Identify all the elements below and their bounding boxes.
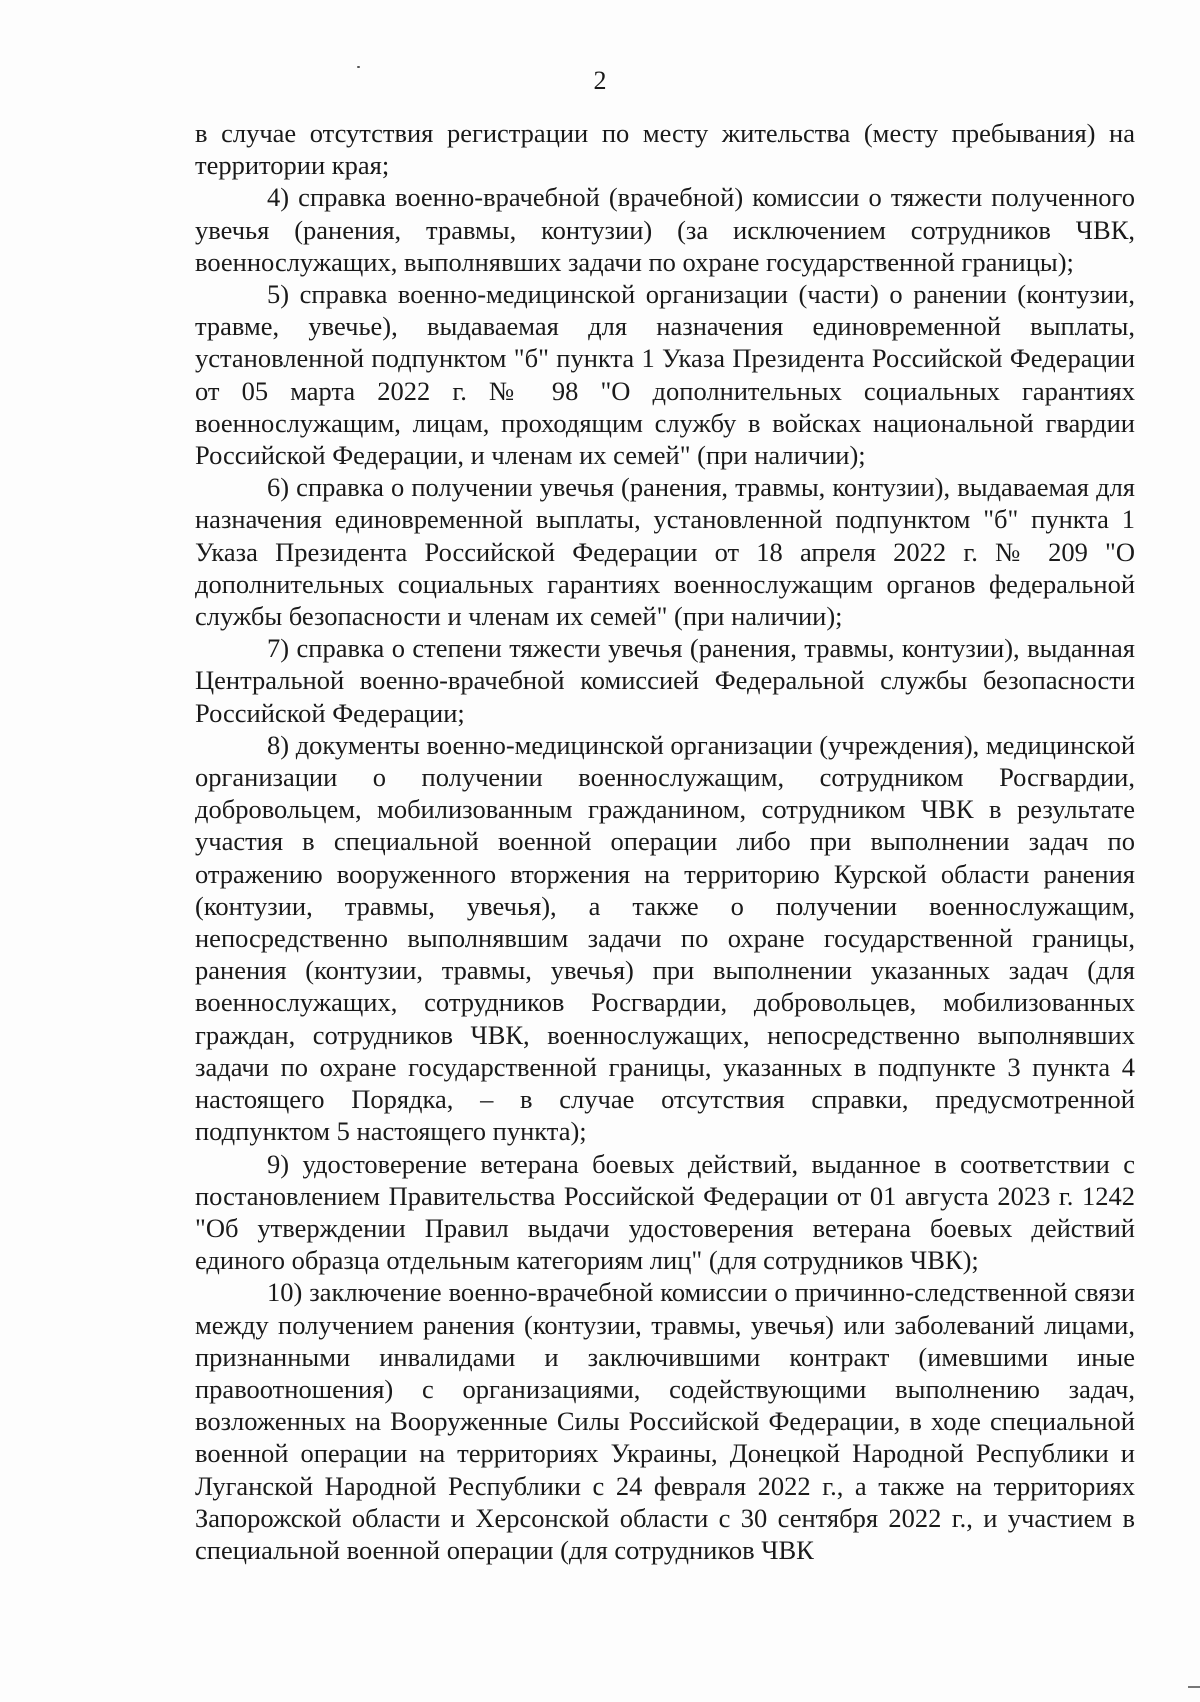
paragraph-item-7: 7) справка о степени тяжести увечья (ранения, травмы, контузии), выданная Центральной военно-врачебной комиссией Федеральной службы безопасности Российской Федерации;	[195, 633, 1135, 728]
paragraph-item-4: 4) справка военно-врачебной (врачебной) комиссии о тяжести полученного увечья (ранения, травмы, контузии) (за исключением сотрудников ЧВК, военнослужащих, выполнявших задачи по охране государственной границы);	[195, 182, 1135, 277]
scan-edge-mark	[1188, 1686, 1200, 1688]
page-number: 2	[593, 66, 607, 95]
paragraph-item-8: 8) документы военно-медицинской организации (учреждения), медицинской организации о получении военнослужащим, сотрудником Росгвардии, добровольцем, мобилизованным гражданином, сотрудником ЧВК в результате участия в специальной военной операции либо при выполнении задач по отражению вооруженного вторжения на территорию Курской области ранения (контузии, травмы, увечья), а также о получении военнослужащим, непосредственно выполнявшим задачи по охране государственной границы, ранения (контузии, травмы, увечья) при выполнении указанных задач (для военнослужащих, сотрудников Росгвардии, добровольцев, мобилизованных граждан, сотрудников ЧВК, военнослужащих, непосредственно выполнявших задачи по охране государственной границы, указанных в подпункте 3 пункта 4 настоящего Порядка, – в случае отсутствия справки, предусмотренной подпунктом 5 настоящего пункта);	[195, 729, 1136, 1147]
paragraph-item-9: 9) удостоверение ветерана боевых действий, выданное в соответствии с постановлением Правительства Российской Федерации от 01 августа 2023 г. 1242 "Об утверждении Правил выдачи удостоверения ветерана боевых действий единого образца отдельным категориям лиц" (для сотрудников ЧВК);	[195, 1148, 1135, 1276]
document-body	[195, 117, 1135, 1566]
paragraph-registration: в случае отсутствия регистрации по месту жительства (месту пребывания) на территории края;	[195, 118, 1135, 181]
paragraph-item-6: 6) справка о получении увечья (ранения, травмы, контузии), выдаваемая для назначения единовременной выплаты, установленной подпунктом "б" пункта 1 Указа Президента Российской Федерации от 18 апреля 2022 г. № 209 "О дополнительных социальных гарантиях военнослужащим органов федеральной службы безопасности и членам их семей" (при наличии);	[195, 472, 1135, 632]
paragraph-item-10: 10) заключение военно-врачебной комиссии о причинно-следственной связи между получением ранения (контузии, травмы, увечья) или заболеваний лицами, признанными инвалидами и заключившими контракт (имевшими иные правоотношения) с организациями, содействующими выполнению задач, возложенных на Вооруженные Силы Российской Федерации, в ходе специальной военной операции на территориях Украины, Донецкой Народной Республики и Луганской Народной Республики с 24 февраля 2022 г., а также на территориях Запорожской области и Херсонской области с 30 сентября 2022 г., и участием в специальной военной операции (для сотрудников ЧВК	[195, 1277, 1135, 1565]
paragraph-item-5: 5) справка военно-медицинской организации (части) о ранении (контузии, травме, увечье), выдаваемая для назначения единовременной выплаты, установленной подпунктом "б" пункта 1 Указа Президента Российской Федерации от 05 марта 2022 г. № 98 "О дополнительных социальных гарантиях военнослужащим, лицам, проходящим службу в войсках национальной гвардии Российской Федерации, и членам их семей" (при наличии);	[195, 279, 1135, 471]
